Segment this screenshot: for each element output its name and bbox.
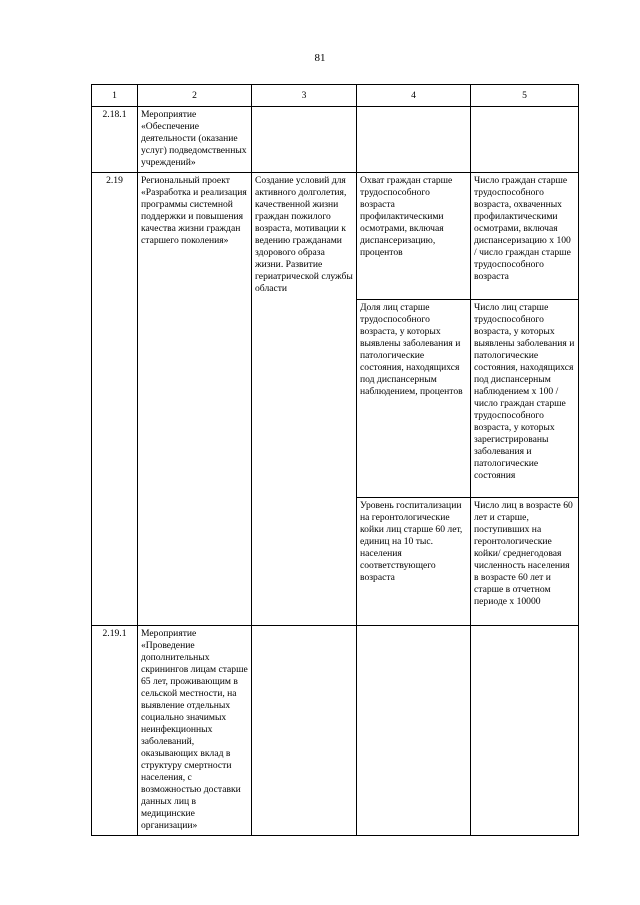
program-table	[91, 84, 579, 836]
column-header-5: 5	[471, 85, 579, 107]
row-number: 2.19	[92, 173, 138, 626]
column-header-4: 4	[357, 85, 471, 107]
empty-cell	[357, 626, 471, 836]
project-name: Региональный проект «Разработка и реализация программы системной поддержки и повышения качества жизни граждан старшего поколения»	[138, 173, 252, 626]
indicator-name: Охват граждан старше трудоспособного возраста профилактическими осмотрами, включая диспансеризацию, процентов	[357, 173, 471, 300]
empty-cell	[471, 626, 579, 836]
table-row-2-18-1	[92, 107, 579, 173]
table-row-2-19	[92, 173, 579, 300]
empty-cell	[471, 107, 579, 173]
column-header-2: 2	[138, 85, 252, 107]
expected-result: Создание условий для активного долголетия, качественной жизни граждан пожилого возраста, мотивации к ведению гражданами здорового образа жизни. Развитие гериатрической службы области	[252, 173, 357, 626]
indicator-name: Уровень госпитализации на геронтологические койки лиц старше 60 лет, единиц на 10 тыс. населения соответствующего возраста	[357, 498, 471, 626]
row-number: 2.19.1	[92, 626, 138, 836]
activity-name: Мероприятие «Обеспечение деятельности (оказание услуг) подведомственных учреждений»	[138, 107, 252, 173]
indicator-formula: Число лиц в возрасте 60 лет и старше, поступивших на геронтологические койки/ среднегодовая численность населения в возрасте 60 лет и старше в отчетном периоде х 10000	[471, 498, 579, 626]
table-header-row	[92, 85, 579, 107]
empty-cell	[252, 107, 357, 173]
column-header-3: 3	[252, 85, 357, 107]
indicator-formula: Число лиц старше трудоспособного возраста, у которых выявлены заболевания и патологические состояния, находящихся под диспансерным наблюдением х 100 / число граждан старше трудоспособного возраста, у которых зарегистрированы заболевания и патологические состояния	[471, 300, 579, 498]
empty-cell	[357, 107, 471, 173]
page-number: 81	[314, 52, 326, 64]
empty-cell	[252, 626, 357, 836]
indicator-name: Доля лиц старше трудоспособного возраста, у которых выявлены заболевания и патологические состояния, находящихся под диспансерным наблюдением, процентов	[357, 300, 471, 498]
activity-name: Мероприятие «Проведение дополнительных скринингов лицам старше 65 лет, проживающим в сельской местности, на выявление отдельных социально значимых неинфекционных заболеваний, оказывающих вклад в структуру смертности населения, с возможностью доставки данных лиц в медицинские организации»	[138, 626, 252, 836]
indicator-formula: Число граждан старше трудоспособного возраста, охваченных профилактическими осмотрами, включая диспансеризацию х 100 / число граждан старше трудоспособного возраста	[471, 173, 579, 300]
table-row-2-19-1	[92, 626, 579, 836]
row-number: 2.18.1	[92, 107, 138, 173]
column-header-1: 1	[92, 85, 138, 107]
